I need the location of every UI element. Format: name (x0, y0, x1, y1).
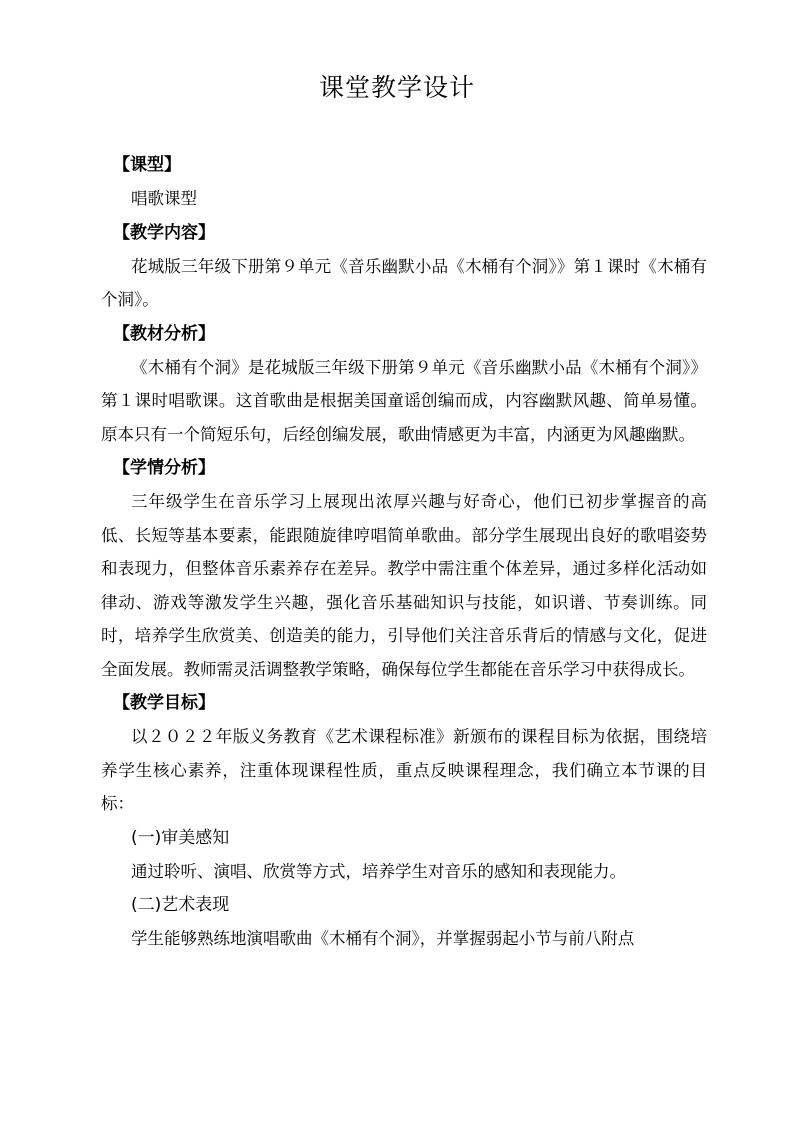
goal-artistic-expression-title: (二)艺术表现 (131, 895, 230, 915)
teaching-content-text: 花城版三年级下册第９单元《音乐幽默小品《木桶有个洞》》第１课时《木桶有个洞》。 (101, 256, 707, 309)
heading-material-analysis: 【教材分析】 (113, 323, 215, 344)
heading-learner-analysis: 【学情分析】 (113, 458, 215, 478)
goal-aesthetic-perception-text: 通过聆听、演唱、欣赏等方式，培养学生对音乐的感知和表现能力。 (131, 861, 626, 881)
document-body (101, 148, 707, 956)
material-analysis-text: 《木桶有个洞》是花城版三年级下册第９单元《音乐幽默小品《木桶有个洞》》第１课时唱歌课。这首歌曲是根据美国童谣创编而成，内容幽默风趣、简单易懂。原本只有一个简短乐句，后经创编发展，歌曲情感更为丰富，内涵更为风趣幽默。 (101, 357, 707, 444)
goal-artistic-expression-text: 学生能够熟练地演唱歌曲《木桶有个洞》，并掌握弱起小节与前八附点 (131, 929, 635, 948)
heading-teaching-content: 【教学内容】 (113, 222, 215, 243)
lesson-type-text: 唱歌课型 (131, 189, 197, 208)
teaching-goals-intro: 以２０２２年版义务教育《艺术课程标准》新颁布的课程目标为依据，围绕培养学生核心素养，注重体现课程性质，重点反映课程理念，我们确立本节课的目标： (101, 727, 707, 813)
heading-lesson-type: 【课型】 (113, 155, 181, 175)
learner-analysis-text: 三年级学生在音乐学习上展现出浓厚兴趣与好奇心，他们已初步掌握音的高低、长短等基本要素，能跟随旋律哼唱简单歌曲。部分学生展现出良好的歌唱姿势和表现力，但整体音乐素养存在差异。教学中需注重个体差异，通过多样化活动如律动、游戏等激发学生兴趣，强化音乐基础知识与技能，如识谱、节奏训练。同时，培养学生欣赏美、创造美的能力，引导他们关注音乐背后的情感与文化，促进全面发展。教师需灵活调整教学策略，确保每位学生都能在音乐学习中获得成长。 (101, 492, 707, 679)
heading-teaching-goals: 【教学目标】 (113, 693, 215, 713)
goal-aesthetic-perception-title: (一)审美感知 (131, 827, 230, 848)
page-title: 课堂教学设计 (318, 73, 475, 102)
